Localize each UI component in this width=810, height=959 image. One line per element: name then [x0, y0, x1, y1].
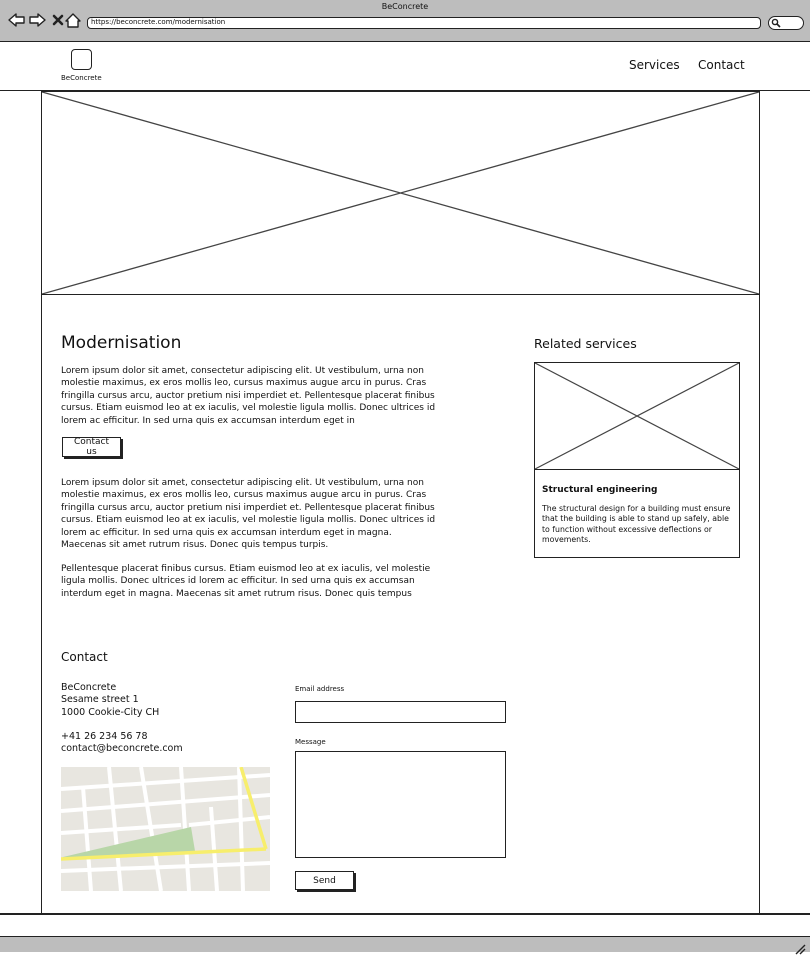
window-title: BeConcrete	[381, 2, 429, 11]
home-icon[interactable]	[64, 12, 82, 28]
send-button[interactable]: Send	[295, 871, 354, 890]
email-label: Email address	[295, 685, 345, 693]
body-paragraph-2: Pellentesque placerat finibus cursus. Etiam euismod leo at ex iaculis, vel molestie ligula mollis. Donec ultrices id lorem ac efficitur. In sed urna quis ex accumsan interdum eget in magna. Maecenas sit amet rutrum risus. Donec quis tempus	[61, 564, 431, 599]
footer-divider	[0, 913, 810, 915]
city-address: 1000 Cookie-City CH	[61, 707, 160, 718]
related-services-title: Related services	[534, 336, 637, 351]
browser-search-box[interactable]	[768, 16, 804, 30]
nav-link-services[interactable]: Services	[629, 58, 680, 72]
body-paragraph: Lorem ipsum dolor sit amet, consectetur adipiscing elit. Ut vestibulum, urna non molestie maximus, ex eros mollis leo, cursus maximus augue arcu in purus. Cras fringilla cursus arcu, auctor pretium nisi imperdiet et. Pellentesque placerat finibus cursus. Etiam euismod leo at ex iaculis, vel molestie ligula mollis. Donec ultrices id lorem ac efficitur. In sed urna quis ex accumsan interdum eget in magna. Maecenas sit amet rutrum risus. Donec quis tempus turpis.	[61, 478, 436, 551]
location-map[interactable]	[61, 767, 270, 891]
search-icon	[771, 18, 781, 28]
email-address[interactable]: contact@beconcrete.com	[61, 743, 183, 754]
email-field[interactable]	[295, 701, 506, 723]
message-label: Message	[295, 738, 326, 746]
message-field[interactable]	[295, 751, 506, 858]
card-title: Structural engineering	[542, 485, 658, 495]
page-title: Modernisation	[61, 333, 182, 353]
card-image-placeholder	[535, 363, 739, 470]
forward-arrow-icon[interactable]	[28, 12, 46, 28]
hero-image-placeholder	[41, 91, 760, 295]
company-name: BeConcrete	[61, 682, 117, 693]
street-address: Sesame street 1	[61, 694, 139, 705]
back-arrow-icon[interactable]	[8, 12, 26, 28]
logo-text[interactable]: BeConcrete	[61, 74, 102, 82]
nav-link-contact[interactable]: Contact	[698, 58, 745, 72]
card-description: The structural design for a building must ensure that the building is able to stand up safely, able to function without excessive deflections or movements.	[542, 504, 731, 544]
url-bar[interactable]: https://beconcrete.com/modernisation	[87, 17, 761, 29]
contact-us-button[interactable]: Contact us	[62, 437, 121, 457]
site-header	[0, 42, 810, 91]
intro-paragraph: Lorem ipsum dolor sit amet, consectetur adipiscing elit. Ut vestibulum, urna non molestie maximus, ex eros mollis leo, cursus maximus augue arcu in purus. Cras fringilla cursus arcu, auctor pretium nisi imperdiet et. Pellentesque placerat finibus cursus. Etiam euismod leo at ex iaculis, vel molestie ligula mollis. Donec ultrices id lorem ac efficitur. In sed urna quis ex accumsan interdum eget in	[61, 366, 436, 426]
contact-title: Contact	[61, 650, 108, 664]
status-bar	[0, 936, 810, 952]
logo-icon[interactable]	[71, 49, 92, 70]
phone-number: +41 26 234 56 78	[61, 731, 148, 742]
resize-grip-icon[interactable]	[794, 940, 806, 952]
